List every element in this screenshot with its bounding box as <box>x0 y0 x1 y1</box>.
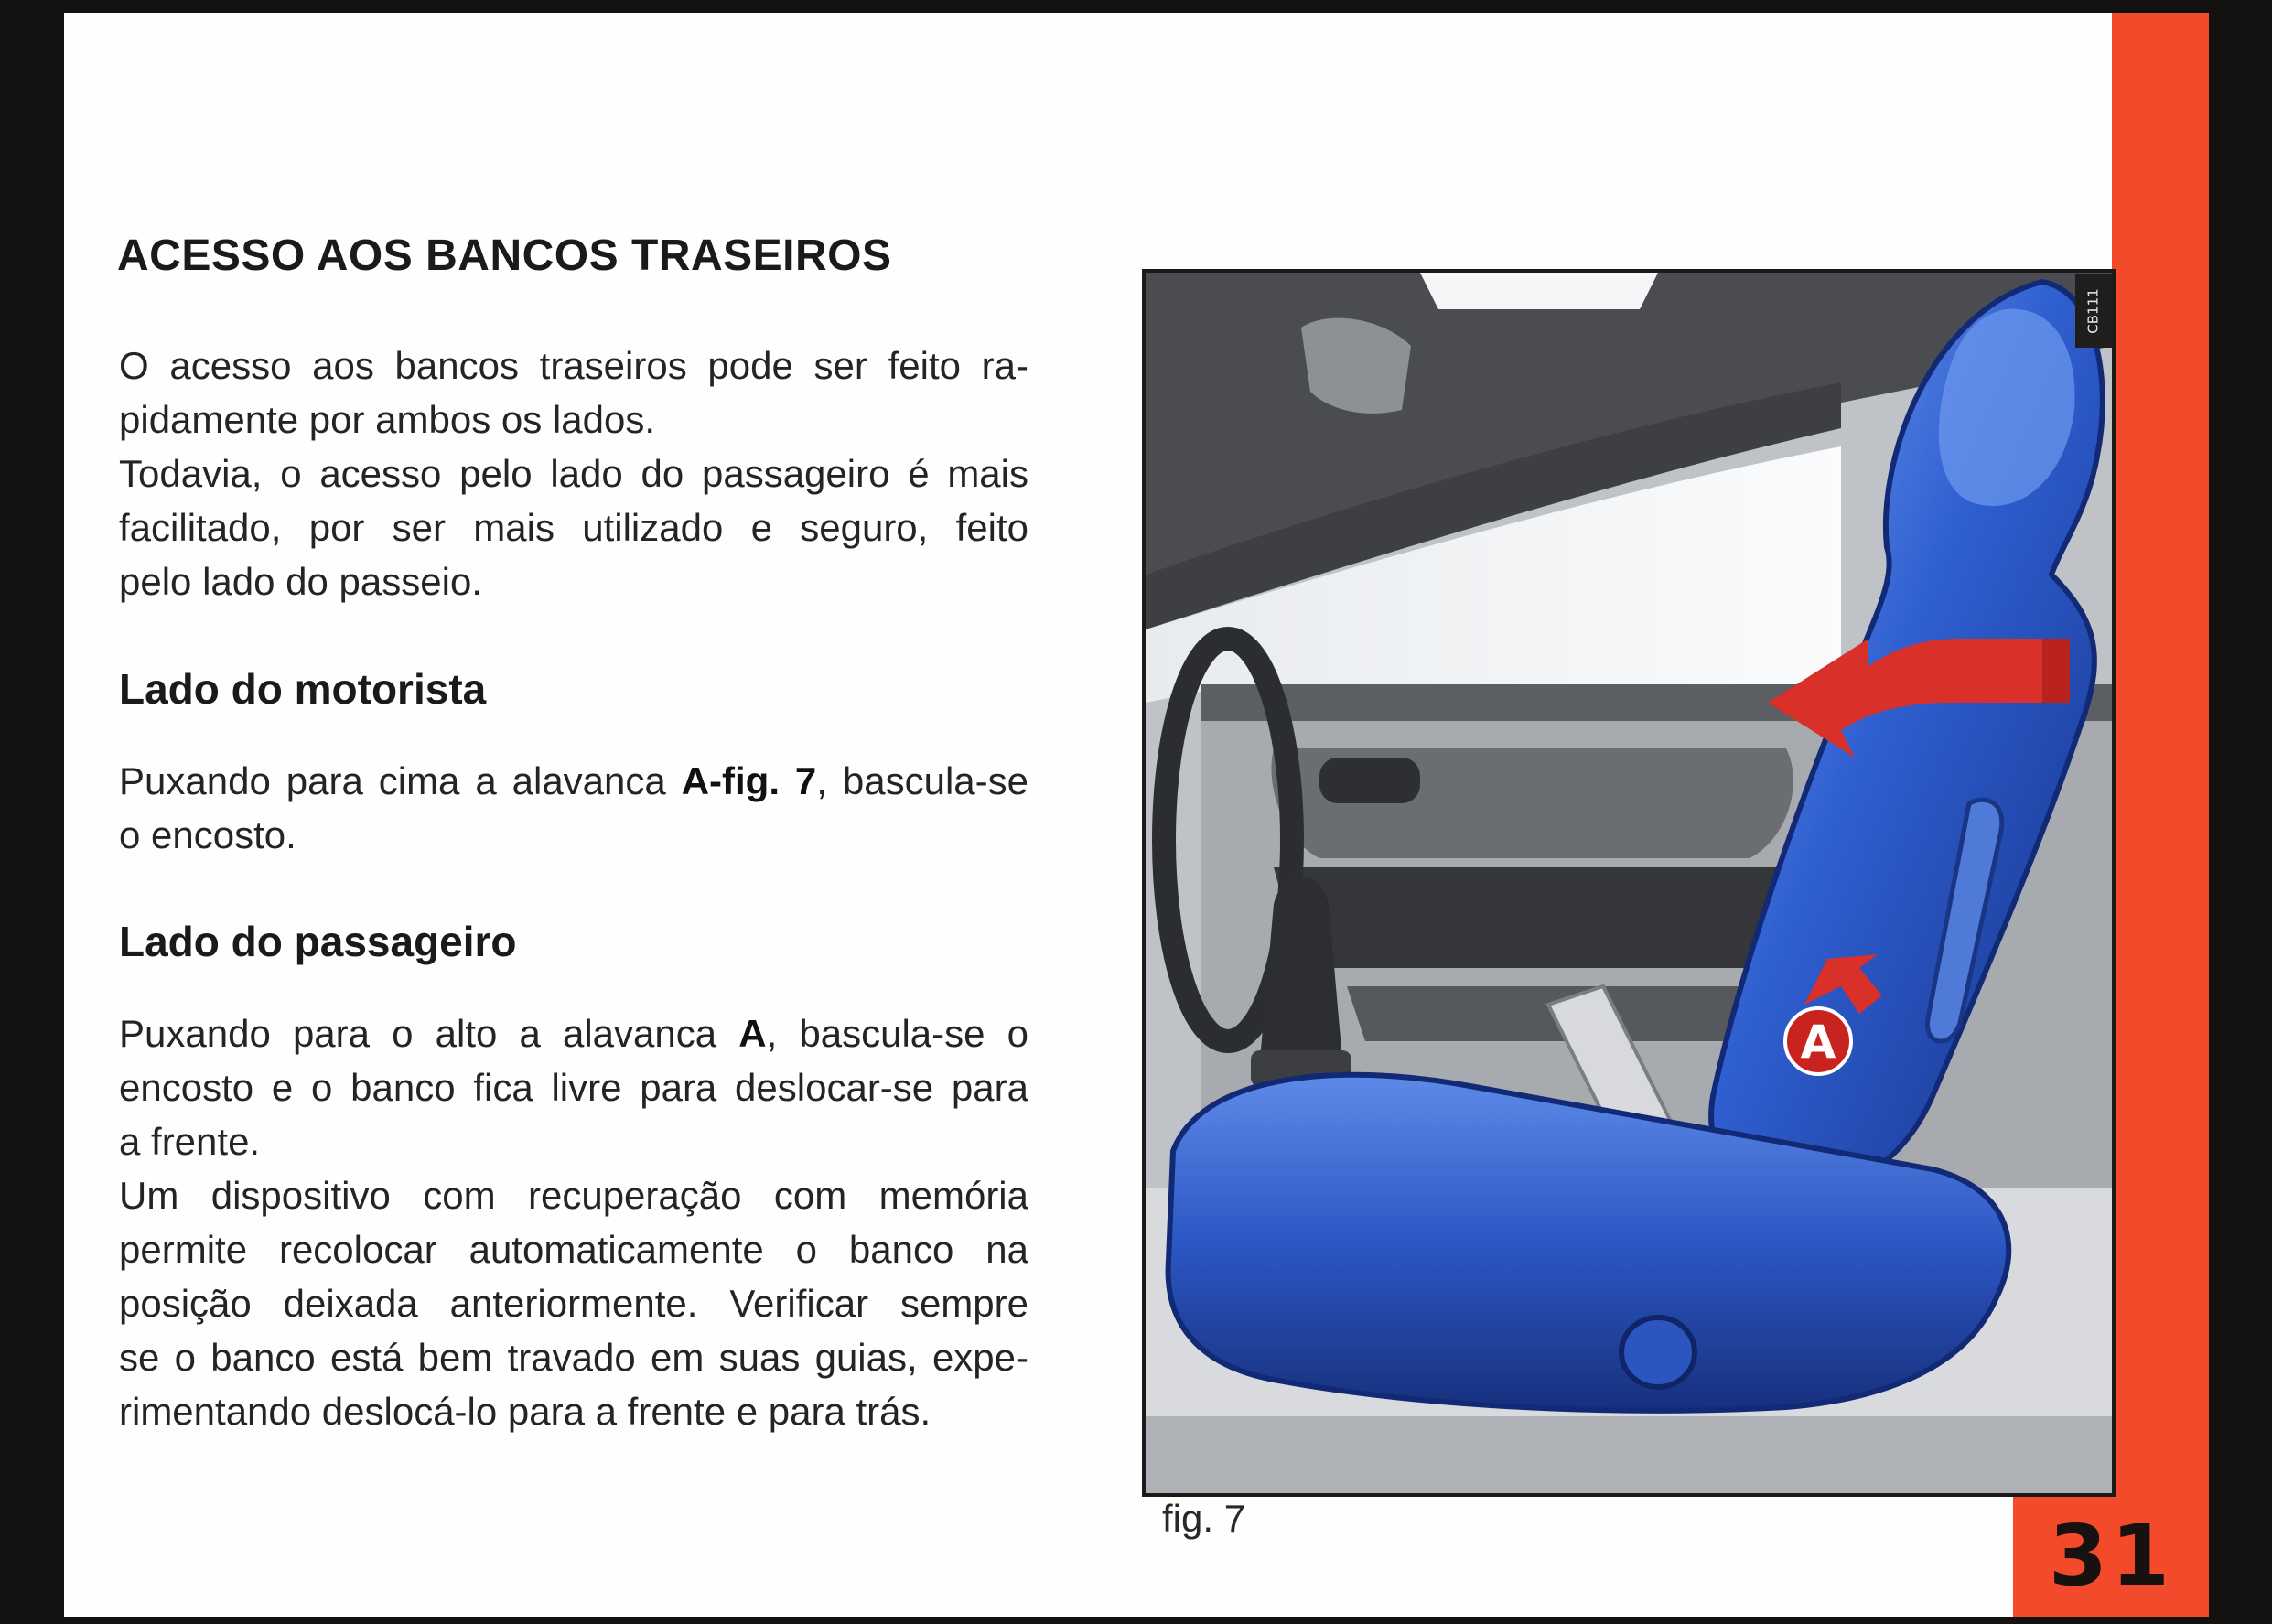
passenger-text-post: , bascula-se o <box>766 1012 1029 1055</box>
passenger-line: permite recolocar automaticamente o banco na <box>119 1228 1028 1271</box>
intro-line: pelo lado do passeio. <box>119 560 482 603</box>
intro-line: facilitado, por ser mais utilizado e seguro, feito <box>119 506 1028 549</box>
lever-reference: A <box>738 1012 767 1055</box>
driver-line-1 <box>119 754 1028 808</box>
passenger-side-paragraph <box>119 1006 1028 1438</box>
intro-line: pidamente por ambos os lados. <box>119 398 656 441</box>
passenger-line: posição deixada anteriormente. Verificar sempre <box>119 1282 1028 1325</box>
chapter-side-tab <box>2112 13 2209 1617</box>
figure-code-text: CB111 <box>2085 288 2102 334</box>
page-number: 31 <box>2048 1506 2174 1605</box>
driver-side-heading: Lado do motorista <box>119 665 487 713</box>
figure-7-seat-illustration <box>1142 269 2116 1497</box>
car-seat-illustration-icon <box>1146 273 2112 1493</box>
passenger-line-1 <box>119 1006 1028 1060</box>
driver-text-pre: Puxando para cima a alavanca <box>119 759 682 802</box>
driver-line-2: o encosto. <box>119 813 296 856</box>
passenger-line: a frente. <box>119 1120 261 1163</box>
marker-a-label: A <box>1800 1016 1836 1069</box>
figure-code-label <box>2075 274 2112 348</box>
figure-reference: A-fig. 7 <box>681 759 817 802</box>
intro-line: O acesso aos bancos traseiros pode ser feito ra- <box>119 344 1028 387</box>
intro-paragraph <box>119 339 1028 608</box>
passenger-line: encosto e o banco fica livre para deslocar-se para <box>119 1066 1028 1109</box>
passenger-line: rimentando deslocá-lo para a frente e para trás. <box>119 1390 931 1433</box>
passenger-line: se o banco está bem travado em suas guias, expe- <box>119 1336 1028 1379</box>
driver-side-paragraph <box>119 754 1028 862</box>
driver-text-post: , bascula-se <box>816 759 1028 802</box>
intro-line: Todavia, o acesso pelo lado do passageiro é mais <box>119 452 1028 495</box>
section-title: ACESSO AOS BANCOS TRASEIROS <box>117 231 892 280</box>
passenger-text-pre: Puxando para o alto a alavanca <box>119 1012 739 1055</box>
passenger-side-heading: Lado do passageiro <box>119 918 517 965</box>
passenger-line: Um dispositivo com recuperação com memória <box>119 1174 1028 1217</box>
figure-caption: fig. 7 <box>1162 1497 1246 1540</box>
